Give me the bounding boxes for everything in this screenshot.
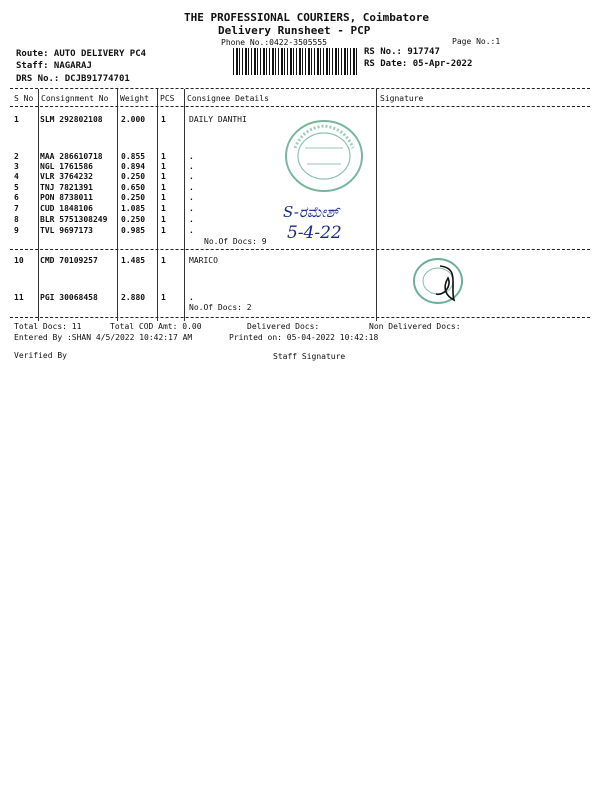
delivered-docs: Delivered Docs: <box>247 322 320 331</box>
table-cell: TNJ 7821391 <box>40 183 93 192</box>
barcode <box>233 48 359 75</box>
table-cell: . <box>189 193 194 202</box>
col-weight: Weight <box>120 94 149 103</box>
handwritten-name: S-ರಮೇಶ್ <box>283 203 340 221</box>
staff: Staff: NAGARAJ <box>16 61 92 71</box>
table-row <box>0 293 600 303</box>
table-cell: CUD 1848106 <box>40 204 93 213</box>
table-cell: 0.855 <box>121 152 146 161</box>
table-cell: 1 <box>161 152 166 161</box>
col-sno: S No <box>14 94 34 103</box>
table-cell: . <box>189 204 194 213</box>
table-cell: 1 <box>14 115 19 124</box>
table-cell: 1 <box>161 215 166 224</box>
handwritten-date: 5-4-22 <box>287 223 342 243</box>
table-cell: BLR 5751308249 <box>40 215 108 224</box>
col-signature: Signature <box>380 94 424 103</box>
table-cell: 2.880 <box>121 293 146 302</box>
drs-number: DRS No.: DCJB91774701 <box>16 74 130 84</box>
entered-by: Entered By :SHAN 4/5/2022 10:42:17 AM <box>14 333 193 342</box>
table-cell: 2.000 <box>121 115 146 124</box>
table-cell: 1 <box>161 183 166 192</box>
col-pcs: PCS <box>160 94 175 103</box>
table-cell: MARICO <box>189 256 218 265</box>
table-cell: 1 <box>161 172 166 181</box>
table-cell: 1.085 <box>121 204 146 213</box>
table-cell: . <box>189 215 194 224</box>
table-cell: 0.250 <box>121 172 146 181</box>
table-cell: 1 <box>161 115 166 124</box>
rs-date: RS Date: 05-Apr-2022 <box>364 59 473 69</box>
phone-number: Phone No.:0422-3505555 <box>221 38 327 47</box>
table-cell: 7 <box>14 204 19 213</box>
company-name: THE PROFESSIONAL COURIERS, Coimbatore <box>184 11 430 24</box>
table-cell: MAA 286610718 <box>40 152 103 161</box>
company-stamp <box>283 118 365 194</box>
table-cell: 0.650 <box>121 183 146 192</box>
total-cod: Total COD Amt: 0.00 <box>110 322 202 331</box>
table-cell: . <box>189 172 194 181</box>
table-cell: 4 <box>14 172 19 181</box>
table-cell: . <box>189 293 194 302</box>
route: Route: AUTO DELIVERY PC4 <box>16 49 147 59</box>
table-cell: 0.250 <box>121 215 146 224</box>
group-doc-count: No.Of Docs: 9 <box>204 237 267 246</box>
table-cell: 1.485 <box>121 256 146 265</box>
divider <box>10 106 590 107</box>
table-cell: 1 <box>161 162 166 171</box>
divider <box>10 88 590 89</box>
table-cell: 5 <box>14 183 19 192</box>
table-cell: DAILY DANTHI <box>189 115 247 124</box>
page-number: Page No.:1 <box>452 37 501 46</box>
table-cell: 1 <box>161 193 166 202</box>
table-cell: 2 <box>14 152 19 161</box>
table-cell: . <box>189 152 194 161</box>
table-cell: 3 <box>14 162 19 171</box>
table-cell: . <box>189 226 194 235</box>
table-cell: 0.250 <box>121 193 146 202</box>
table-row <box>0 256 600 266</box>
table-cell: 1 <box>161 293 166 302</box>
table-cell: 9 <box>14 226 19 235</box>
divider <box>10 317 590 318</box>
printed-on: Printed on: 05-04-2022 10:42:18 <box>229 333 379 342</box>
table-cell: 0.985 <box>121 226 146 235</box>
table-cell: 8 <box>14 215 19 224</box>
non-delivered-docs: Non Delivered Docs: <box>369 322 461 331</box>
total-docs: Total Docs: 11 <box>14 322 82 331</box>
group-doc-count: No.Of Docs: 2 <box>189 303 252 312</box>
table-cell: PGI 30068458 <box>40 293 98 302</box>
col-consignment: Consignment No <box>41 94 109 103</box>
table-cell: 1 <box>161 256 166 265</box>
divider <box>10 249 590 250</box>
table-cell: 10 <box>14 256 24 265</box>
table-cell: VLR 3764232 <box>40 172 93 181</box>
table-cell: SLM 292802108 <box>40 115 103 124</box>
table-header <box>0 94 600 104</box>
col-consignee: Consignee Details <box>187 94 269 103</box>
table-cell: 6 <box>14 193 19 202</box>
table-cell: 11 <box>14 293 24 302</box>
document-title: Delivery Runsheet - PCP <box>218 24 371 37</box>
receiver-stamp <box>410 256 470 306</box>
table-cell: CMD 70109257 <box>40 256 98 265</box>
verified-by: Verified By <box>14 351 67 360</box>
staff-signature: Staff Signature <box>273 352 346 361</box>
table-cell: . <box>189 183 194 192</box>
table-row <box>0 193 600 203</box>
table-cell: . <box>189 162 194 171</box>
rs-number: RS No.: 917747 <box>364 47 440 57</box>
table-cell: 1 <box>161 226 166 235</box>
table-cell: 0.894 <box>121 162 146 171</box>
table-cell: 1 <box>161 204 166 213</box>
table-cell: PON 8738011 <box>40 193 93 202</box>
table-cell: TVL 9697173 <box>40 226 93 235</box>
table-cell: NGL 1761586 <box>40 162 93 171</box>
